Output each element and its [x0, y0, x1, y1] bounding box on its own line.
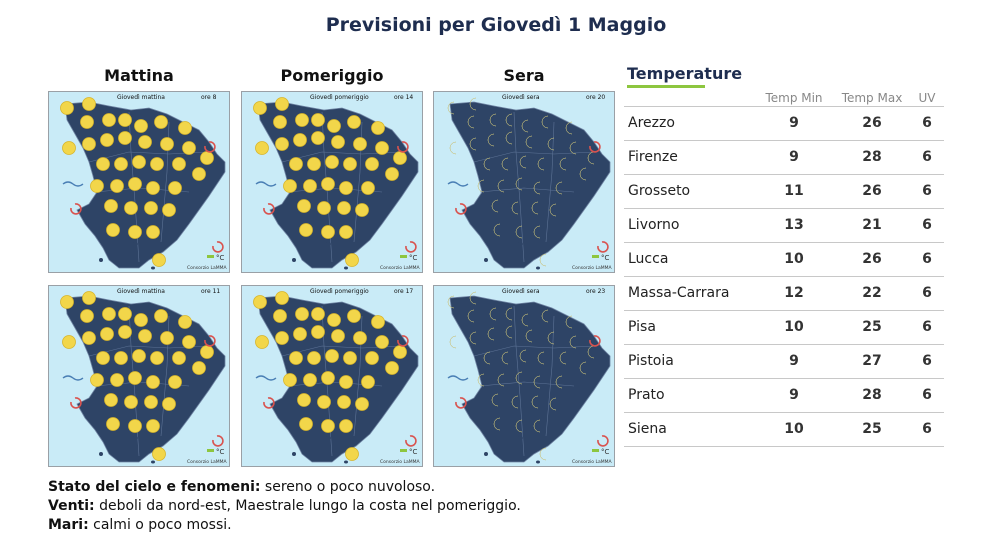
uv-value: 6: [922, 319, 932, 335]
column-heading-evening: Sera: [503, 66, 545, 85]
island: [325, 436, 331, 440]
sea-note: [48, 516, 521, 535]
island: [484, 258, 488, 262]
table-row: [624, 174, 944, 208]
sun-icon: [328, 120, 341, 133]
forecast-map: [241, 285, 423, 467]
sun-icon: [298, 200, 311, 213]
sun-icon: [276, 138, 289, 151]
sun-icon: [332, 330, 345, 343]
column-heading-morning: Mattina: [104, 66, 174, 85]
island: [132, 242, 138, 246]
sun-icon: [63, 142, 76, 155]
sun-icon: [376, 336, 389, 349]
sun-icon: [115, 352, 128, 365]
header-temp-min: Temp Min: [765, 91, 823, 105]
sky-note-label: Stato del cielo e fenomeni:: [48, 479, 261, 495]
temp-max-value: 28: [862, 149, 882, 165]
sun-icon: [276, 332, 289, 345]
temp-max-value: 26: [862, 183, 882, 199]
sun-icon: [362, 182, 375, 195]
sun-icon: [201, 346, 214, 359]
temp-max-value: 27: [862, 353, 882, 369]
sun-icon: [356, 398, 369, 411]
map-credit: Consorzio LaMMA: [380, 266, 420, 271]
temp-min-value: 13: [784, 217, 804, 233]
sun-icon: [193, 362, 206, 375]
map-label: Giovedì mattina: [117, 94, 165, 101]
sun-icon: [290, 158, 303, 171]
sun-icon: [105, 200, 118, 213]
sun-icon: [304, 180, 317, 193]
map-unit-label: °C: [216, 254, 225, 262]
temp-min-value: 9: [789, 115, 799, 131]
sun-icon: [304, 374, 317, 387]
sun-icon: [119, 308, 132, 321]
island: [292, 452, 296, 456]
sun-icon: [107, 224, 120, 237]
sun-icon: [394, 152, 407, 165]
table-row: [624, 106, 944, 140]
island: [151, 267, 155, 270]
temp-max-value: 21: [862, 217, 882, 233]
island: [500, 430, 512, 435]
sun-icon: [135, 120, 148, 133]
temperature-heading-underline: [627, 85, 705, 88]
wind-note: [48, 497, 521, 516]
uv-value: 6: [922, 217, 932, 233]
sun-icon: [372, 316, 385, 329]
temp-max-value: 26: [862, 251, 882, 267]
sun-icon: [101, 134, 114, 147]
sun-icon: [290, 352, 303, 365]
map-label: Giovedì sera: [502, 94, 540, 101]
sun-icon: [161, 332, 174, 345]
sea-note-text: calmi o poco mossi.: [88, 517, 232, 533]
table-row: [624, 140, 944, 174]
sun-icon: [151, 352, 164, 365]
sun-icon: [294, 328, 307, 341]
table-row: [624, 276, 944, 310]
map-unit-label: °C: [216, 448, 225, 456]
sun-icon: [91, 180, 104, 193]
city-name: Livorno: [628, 217, 680, 233]
sun-icon: [133, 156, 146, 169]
city-name: Arezzo: [628, 115, 675, 131]
city-name: Pisa: [628, 319, 656, 335]
sun-icon: [119, 114, 132, 127]
map-credit: Consorzio LaMMA: [380, 460, 420, 465]
sun-icon: [145, 396, 158, 409]
table-row: [624, 310, 944, 344]
sun-icon: [125, 396, 138, 409]
island: [536, 267, 540, 270]
sun-icon: [151, 158, 164, 171]
sun-icon: [328, 314, 341, 327]
sun-icon: [326, 350, 339, 363]
sun-icon: [340, 420, 353, 433]
sun-icon: [173, 158, 186, 171]
sun-icon: [340, 226, 353, 239]
table-bottom-border: [624, 446, 944, 447]
table-row: [624, 208, 944, 242]
sun-icon: [344, 352, 357, 365]
sun-icon: [284, 374, 297, 387]
sun-icon: [318, 202, 331, 215]
sun-icon: [91, 374, 104, 387]
sun-icon: [183, 142, 196, 155]
island: [308, 236, 320, 241]
wind-note-label: Venti:: [48, 498, 95, 514]
temp-min-value: 11: [784, 183, 804, 199]
forecast-map: [48, 285, 230, 467]
city-name: Grosseto: [628, 183, 691, 199]
sun-icon: [153, 448, 166, 461]
sun-icon: [129, 178, 142, 191]
sun-icon: [318, 396, 331, 409]
city-name: Lucca: [628, 251, 669, 267]
island: [99, 452, 103, 456]
sun-icon: [135, 314, 148, 327]
island: [99, 258, 103, 262]
forecast-map: [241, 91, 423, 273]
map-credit: Consorzio LaMMA: [187, 460, 227, 465]
sun-icon: [103, 114, 116, 127]
island: [517, 242, 523, 246]
uv-value: 6: [922, 115, 932, 131]
sun-icon: [274, 310, 287, 323]
sun-icon: [348, 310, 361, 323]
sun-icon: [147, 226, 160, 239]
forecast-map: [48, 91, 230, 273]
table-row: [624, 412, 944, 446]
island: [151, 461, 155, 464]
sky-note-text: sereno o poco nuvoloso.: [260, 479, 436, 495]
sun-icon: [376, 142, 389, 155]
uv-value: 6: [922, 285, 932, 301]
temp-max-value: 25: [862, 421, 882, 437]
sun-icon: [276, 292, 289, 305]
map-time: ore 14: [394, 94, 414, 101]
island: [517, 436, 523, 440]
column-heading-afternoon: Pomeriggio: [280, 66, 384, 85]
forecast-map: [433, 91, 615, 273]
sun-icon: [340, 182, 353, 195]
temp-min-value: 9: [789, 149, 799, 165]
sun-icon: [129, 372, 142, 385]
sun-icon: [97, 158, 110, 171]
sun-icon: [312, 114, 325, 127]
sun-icon: [394, 346, 407, 359]
island: [308, 430, 320, 435]
sun-icon: [147, 420, 160, 433]
sun-icon: [111, 374, 124, 387]
sun-icon: [63, 336, 76, 349]
city-name: Massa-Carrara: [628, 285, 730, 301]
sun-icon: [83, 332, 96, 345]
sun-icon: [193, 168, 206, 181]
uv-value: 6: [922, 387, 932, 403]
sun-icon: [354, 138, 367, 151]
sun-icon: [155, 310, 168, 323]
sun-icon: [308, 158, 321, 171]
map-label: Giovedì pomeriggio: [310, 94, 369, 101]
sun-icon: [147, 182, 160, 195]
sun-icon: [344, 158, 357, 171]
sun-icon: [139, 136, 152, 149]
sun-icon: [103, 308, 116, 321]
temp-max-value: 26: [862, 115, 882, 131]
sun-icon: [115, 158, 128, 171]
sun-icon: [312, 326, 325, 339]
header-temp-max: Temp Max: [841, 91, 903, 105]
sun-icon: [348, 116, 361, 129]
map-unit-label: °C: [409, 448, 418, 456]
wind-note-text: deboli da nord-est, Maestrale lungo la costa nel pomeriggio.: [94, 498, 521, 514]
sun-icon: [81, 310, 94, 323]
sun-icon: [83, 292, 96, 305]
uv-value: 6: [922, 251, 932, 267]
page-title: Previsioni per Giovedì 1 Maggio: [325, 14, 667, 36]
sea-note-label: Mari:: [48, 517, 89, 533]
sun-icon: [300, 224, 313, 237]
sun-icon: [61, 296, 74, 309]
sun-icon: [322, 372, 335, 385]
temperature-legend-swatch: [207, 255, 214, 258]
sun-icon: [101, 328, 114, 341]
map-label: Giovedì pomeriggio: [310, 288, 369, 295]
sun-icon: [83, 138, 96, 151]
island: [132, 436, 138, 440]
sun-icon: [129, 226, 142, 239]
sun-icon: [201, 152, 214, 165]
map-unit-label: °C: [409, 254, 418, 262]
sun-icon: [356, 204, 369, 217]
sun-icon: [366, 158, 379, 171]
sun-icon: [322, 226, 335, 239]
sun-icon: [362, 376, 375, 389]
city-name: Firenze: [628, 149, 678, 165]
sun-icon: [129, 420, 142, 433]
sun-icon: [346, 448, 359, 461]
uv-value: 6: [922, 353, 932, 369]
map-unit-label: °C: [601, 448, 610, 456]
sun-icon: [386, 168, 399, 181]
sun-icon: [147, 376, 160, 389]
temp-min-value: 10: [784, 319, 804, 335]
map-time: ore 11: [201, 288, 221, 295]
map-time: ore 23: [586, 288, 606, 295]
temp-min-value: 9: [789, 387, 799, 403]
sun-icon: [276, 98, 289, 111]
temperature-legend-swatch: [400, 449, 407, 452]
city-name: Siena: [628, 421, 667, 437]
sun-icon: [254, 102, 267, 115]
sun-icon: [61, 102, 74, 115]
sun-icon: [346, 254, 359, 267]
sun-icon: [125, 202, 138, 215]
sun-icon: [169, 376, 182, 389]
sun-icon: [312, 132, 325, 145]
temp-min-value: 9: [789, 353, 799, 369]
forecast-notes: [48, 478, 521, 535]
map-label: Giovedì mattina: [117, 288, 165, 295]
island: [115, 430, 127, 435]
sun-icon: [254, 296, 267, 309]
map-credit: Consorzio LaMMA: [572, 266, 612, 271]
sun-icon: [83, 98, 96, 111]
sun-icon: [338, 396, 351, 409]
map-time: ore 8: [201, 94, 217, 101]
map-credit: Consorzio LaMMA: [187, 266, 227, 271]
sun-icon: [111, 180, 124, 193]
sun-icon: [312, 308, 325, 321]
sun-icon: [179, 316, 192, 329]
sun-icon: [81, 116, 94, 129]
sun-icon: [338, 202, 351, 215]
sun-icon: [372, 122, 385, 135]
temp-min-value: 10: [784, 421, 804, 437]
island: [325, 242, 331, 246]
island: [484, 452, 488, 456]
sun-icon: [298, 394, 311, 407]
temp-max-value: 25: [862, 319, 882, 335]
sun-icon: [169, 182, 182, 195]
map-time: ore 17: [394, 288, 414, 295]
sun-icon: [322, 178, 335, 191]
sun-icon: [326, 156, 339, 169]
temperature-legend-swatch: [400, 255, 407, 258]
sun-icon: [133, 350, 146, 363]
map-credit: Consorzio LaMMA: [572, 460, 612, 465]
sun-icon: [155, 116, 168, 129]
island: [115, 236, 127, 241]
sun-icon: [119, 326, 132, 339]
island: [344, 461, 348, 464]
sun-icon: [296, 114, 309, 127]
temp-min-value: 12: [784, 285, 804, 301]
sun-icon: [284, 180, 297, 193]
sky-note: [48, 478, 521, 497]
temperature-heading: Temperature: [627, 64, 743, 83]
temperature-legend-swatch: [592, 449, 599, 452]
table-row: [624, 344, 944, 378]
sun-icon: [332, 136, 345, 149]
city-name: Pistoia: [628, 353, 674, 369]
sun-icon: [145, 202, 158, 215]
sun-icon: [354, 332, 367, 345]
map-time: ore 20: [586, 94, 606, 101]
temp-max-value: 28: [862, 387, 882, 403]
uv-value: 6: [922, 149, 932, 165]
sun-icon: [300, 418, 313, 431]
sun-icon: [256, 336, 269, 349]
sun-icon: [256, 142, 269, 155]
temperature-legend-swatch: [592, 255, 599, 258]
sun-icon: [294, 134, 307, 147]
sun-icon: [183, 336, 196, 349]
uv-value: 6: [922, 183, 932, 199]
island: [344, 267, 348, 270]
header-uv: UV: [918, 91, 936, 105]
sun-icon: [107, 418, 120, 431]
sun-icon: [274, 116, 287, 129]
sun-icon: [163, 204, 176, 217]
sun-icon: [308, 352, 321, 365]
map-unit-label: °C: [601, 254, 610, 262]
forecast-map: [433, 285, 615, 467]
sun-icon: [296, 308, 309, 321]
sun-icon: [366, 352, 379, 365]
island: [500, 236, 512, 241]
sun-icon: [153, 254, 166, 267]
sun-icon: [173, 352, 186, 365]
temperature-legend-swatch: [207, 449, 214, 452]
island: [536, 461, 540, 464]
sun-icon: [163, 398, 176, 411]
table-row: [624, 378, 944, 412]
sun-icon: [105, 394, 118, 407]
city-name: Prato: [628, 387, 665, 403]
sun-icon: [340, 376, 353, 389]
sun-icon: [139, 330, 152, 343]
sun-icon: [97, 352, 110, 365]
sun-icon: [179, 122, 192, 135]
uv-value: 6: [922, 421, 932, 437]
map-label: Giovedì sera: [502, 288, 540, 295]
sun-icon: [322, 420, 335, 433]
sun-icon: [161, 138, 174, 151]
sun-icon: [386, 362, 399, 375]
table-row: [624, 242, 944, 276]
temp-min-value: 10: [784, 251, 804, 267]
temp-max-value: 22: [862, 285, 882, 301]
sun-icon: [119, 132, 132, 145]
island: [292, 258, 296, 262]
